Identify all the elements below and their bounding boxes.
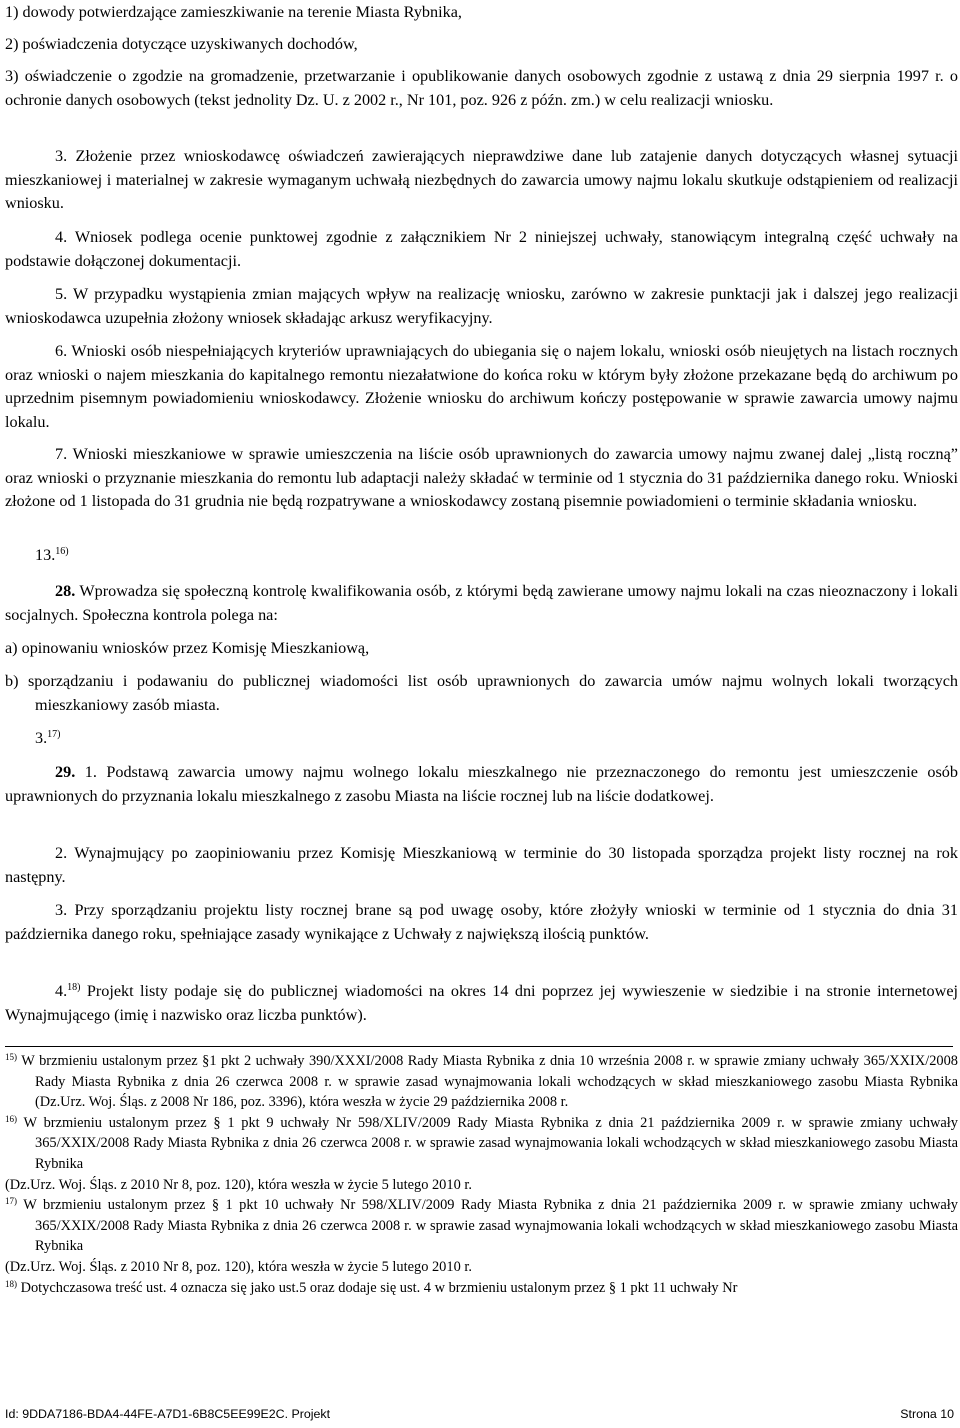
item-b: b) sporządzaniu i podawaniu do publicznej wiadomości list osób uprawnionych do zawarcia umów najmu wolnych lokali tworzących mieszkaniowy zasób miasta. [5, 672, 958, 714]
footnote-16 [5, 1113, 958, 1175]
section-29-point-4-text: Projekt listy podaje się do publicznej wiadomości na okres 14 dni poprzez jej wywieszenie w siedzibie i na stronie internetowej Wynajmującego (imię i nazwisko oraz liczba punktów). [5, 982, 958, 1024]
footnote-15 [5, 1051, 958, 1113]
paragraph-5: 5. W przypadku wystąpienia zmian mających wpływ na realizację wniosku, zarówno w zakresie punktacji jak i dalszej jego realizacji wnioskodawca uzupełnia złożony wniosek składając arkusz weryfikacyjny. [5, 285, 958, 327]
footnote-ref-16: 16) [55, 546, 69, 557]
footnote-18 [5, 1278, 958, 1299]
footnote-15-text: W brzmieniu ustalonym przez §1 pkt 2 uchwały 390/XXXI/2008 Rady Miasta Rybnika z dnia 10 września 2008 r. w sprawie zmiany uchwały 365/XXIX/2008 Rady Miasta Rybnika z dnia 26 czerwca 2008 r. w sprawie zasad wynajmowania lokali wchodzących w skład mieszkaniowego zasobu Miasta Rybnika (Dz.Urz. Woj. Śląs. z 2008 Nr 186, poz. 3396), która weszła w życie 29 października 2008 r. [17, 1053, 958, 1111]
section-29-point-3: 3. Przy sporządzaniu projektu listy rocznej brane są pod uwagę osoby, które złożyły wnioski w terminie od 1 stycznia do dnia 31 października danego roku, spełniające zasady wynikające z Uchwały z największą ilością punktów. [5, 901, 958, 943]
footnote-17-marker: 17) [5, 1196, 17, 1207]
item-a: a) opinowaniu wniosków przez Komisję Mieszkaniową, [5, 639, 370, 657]
page-number: Strona 10 [900, 1407, 954, 1421]
footnote-18-text: Dotychczasowa treść ust. 4 oznacza się jako ust.5 oraz dodaje się ust. 4 w brzmieniu ustalonym przez § 1 pkt 11 uchwały Nr [17, 1279, 738, 1296]
paragraph-3b-number: 3. [35, 729, 48, 747]
paragraph-4: 4. Wniosek podlega ocenie punktowej zgodnie z załącznikiem Nr 2 niniejszej uchwały, stanowiącym integralną część uchwały na podstawie dołączonej dokumentacji. [5, 228, 958, 270]
footnote-ref-17: 17) [47, 729, 61, 740]
section-29-point-4 [5, 980, 958, 1027]
list-item-3: 3) oświadczenie o zgodzie na gromadzenie, przetwarzanie i opublikowanie danych osobowych zgodnie z ustawą z dnia 29 sierpnia 1997 r. o ochronie danych osobowych (tekst jednolity Dz. U. z 2002 r., Nr 101, poz. 926 z późn. zm.) w celu realizacji wniosku. [5, 67, 958, 109]
footnote-17-text: W brzmieniu ustalonym przez § 1 pkt 10 uchwały Nr 598/XLIV/2009 Rady Miasta Rybnika z dnia 21 października 2009 r. w sprawie zmiany uchwały 365/XXIX/2008 Rady Miasta Rybnika z dnia 26 czerwca 2008 r. w sprawie zasad wynajmowania lokali wchodzących w skład mieszkaniowego zasobu Miasta Rybnika [17, 1197, 958, 1255]
footnote-17 [5, 1195, 958, 1257]
section-29-point-2: 2. Wynajmujący po zaopiniowaniu przez Komisję Mieszkaniową w terminie do 30 listopada sporządza projekt listy rocznej na rok następny. [5, 844, 958, 886]
paragraph-13 [35, 544, 69, 568]
section-29 [5, 761, 958, 808]
section-28 [5, 580, 958, 627]
section-29-number: 29. [55, 763, 76, 781]
footnote-18-marker: 18) [5, 1278, 17, 1289]
section-28-number: 28. [55, 582, 76, 600]
footnote-15-marker: 15) [5, 1052, 17, 1062]
section-29-point-4-number: 4. [55, 982, 68, 1000]
paragraph-7: 7. Wnioski mieszkaniowe w sprawie umieszczenia na liście osób uprawnionych do zawarcia umowy najmu zwanej dalej „listą roczną” oraz wnioski o przyznanie mieszkania do remontu lub adaptacji należy składać w terminie od 1 stycznia do 31 października danego roku. Wnioski złożone od 1 listopada do 31 grudnia nie będą rozpatrywane a wnioskodawcy zostaną pisemnie powiadomieni o terminie składania wniosku. [5, 445, 958, 510]
footnote-17-continuation: (Dz.Urz. Woj. Śląs. z 2010 Nr 8, poz. 120), która weszła w życie 5 lutego 2010 r. [5, 1258, 472, 1275]
section-29-text: 1. Podstawą zawarcia umowy najmu wolnego lokalu mieszkalnego nie przeznaczonego do remontu jest umieszczenie osób uprawnionych do przyznania lokalu mieszkalnego z zasobu Miasta na liście rocznej lub na liście dodatkowej. [5, 763, 958, 805]
paragraph-3b [35, 727, 60, 751]
footnote-16-marker: 16) [5, 1113, 17, 1124]
list-item-1: 1) dowody potwierdzające zamieszkiwanie na terenie Miasta Rybnika, [5, 3, 462, 21]
footnote-16-continuation: (Dz.Urz. Woj. Śląs. z 2010 Nr 8, poz. 120), która weszła w życie 5 lutego 2010 r. [5, 1176, 472, 1193]
paragraph-13-number: 13. [35, 546, 56, 564]
footnote-separator [5, 1046, 953, 1047]
list-item-2: 2) poświadczenia dotyczące uzyskiwanych dochodów, [5, 35, 358, 53]
footnote-ref-18: 18) [67, 982, 81, 993]
footnotes [5, 1051, 958, 1298]
paragraph-6: 6. Wnioski osób niespełniających kryteriów uprawniających do ubiegania się o najem lokalu, wnioski osób nieujętych na listach rocznych oraz wnioski o najem mieszkania do kapitalnego remontu niezałatwione do końca roku w którym były złożone przekazane będą do archiwum po uprzednim pisemnym powiadomieniu wnioskodawcy. Złożenie wniosku do archiwum kończy postępowanie w sprawie zawarcia umowy najmu lokalu. [5, 342, 958, 431]
section-28-text: Wprowadza się społeczną kontrolę kwalifikowania osób, z którymi będą zawierane umowy najmu lokali na czas nieoznaczony i lokali socjalnych. Społeczna kontrola polega na: [5, 582, 958, 624]
footnote-16-text: W brzmieniu ustalonym przez § 1 pkt 9 uchwały Nr 598/XLIV/2009 Rady Miasta Rybnika z dnia 21 października 2009 r. w sprawie zmiany uchwały 365/XXIX/2008 Rady Miasta Rybnika z dnia 26 czerwca 2008 r. w sprawie zasad wynajmowania lokali wchodzących w skład mieszkaniowego zasobu Miasta Rybnika [17, 1114, 958, 1172]
document-id: Id: 9DDA7186-BDA4-44FE-A7D1-6B8C5EE99E2C. Projekt [5, 1407, 331, 1421]
paragraph-3: 3. Złożenie przez wnioskodawcę oświadczeń zawierających nieprawdziwe dane lub zatajenie danych dotyczących własnej sytuacji mieszkaniowej i materialnej w zakresie wymaganym uchwałą niezbędnych do zawarcia umowy najmu lokalu skutkuje odstąpieniem od realizacji wniosku. [5, 147, 958, 212]
page-footer [5, 1403, 954, 1427]
